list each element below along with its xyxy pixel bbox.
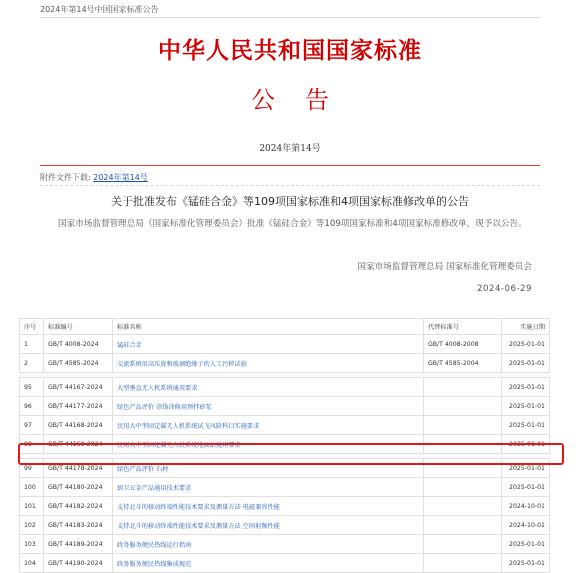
cell-date: 2025-01-01 — [502, 335, 550, 354]
cell-no: 1 — [20, 335, 44, 354]
cell-date: 2024-10-01 — [502, 516, 550, 535]
issue-number: 2024年第14号 — [259, 144, 321, 154]
table-row — [20, 335, 550, 354]
cell-replace — [424, 478, 502, 497]
notice-heading: 公告 — [251, 86, 359, 114]
cell-date: 2025-01-01 — [502, 478, 550, 497]
top-divider — [40, 17, 540, 18]
publish-date: 2024-06-29 — [477, 284, 532, 294]
attachment-label: 附件文件下载: — [40, 173, 91, 182]
cell-replace — [424, 516, 502, 535]
cell-date: 2025-01-01 — [502, 435, 550, 454]
cell-replace: GB/T 4008-2008 — [424, 335, 502, 354]
cell-date: 2025-01-01 — [502, 354, 550, 373]
cell-date: 2025-01-01 — [502, 397, 550, 416]
cell-code: GB/T 44169-2024 — [44, 435, 113, 454]
cell-no: 95 — [20, 378, 44, 397]
attachment-row — [40, 172, 148, 183]
cell-name-link[interactable]: 交流系统用高压瓷和玻璃绝缘子的人工污秽试验 — [113, 354, 424, 373]
cell-code: GB/T 44182-2024 — [44, 497, 113, 516]
cell-no: 103 — [20, 535, 44, 554]
header-name: 标准名称 — [113, 319, 424, 335]
cell-no: 2 — [20, 354, 44, 373]
cell-name-link[interactable]: 政务服务便民热线集成规范 — [113, 554, 424, 573]
cell-code: GB/T 44190-2024 — [44, 554, 113, 573]
cell-code: GB/T 44183-2024 — [44, 516, 113, 535]
cell-name-link[interactable]: 绿色产品评价 涂饰涂修用预拌砂浆 — [113, 397, 424, 416]
cell-no: 101 — [20, 497, 44, 516]
cell-name-link[interactable]: 民用大中型固定翼无人机系统试飞风险科目实施要求 — [113, 416, 424, 435]
table-row — [20, 554, 550, 573]
page-title: 中华人民共和国国家标准 — [158, 37, 422, 64]
cell-no: 98 — [20, 435, 44, 454]
header-replace: 代替标准号 — [424, 319, 502, 335]
red-divider — [40, 165, 540, 166]
cell-replace — [424, 397, 502, 416]
cell-date: 2025-01-01 — [502, 416, 550, 435]
cell-no: 99 — [20, 459, 44, 478]
header-date: 实施日期 — [502, 319, 550, 335]
cell-no: 96 — [20, 397, 44, 416]
cell-replace — [424, 497, 502, 516]
cell-name-link[interactable]: 锰硅合金 — [113, 335, 424, 354]
cell-date: 2024-10-01 — [502, 497, 550, 516]
cell-no: 97 — [20, 416, 44, 435]
cell-no: 100 — [20, 478, 44, 497]
table-row — [20, 397, 550, 416]
cell-name-link[interactable]: 厨卫五金产品通用技术要求 — [113, 478, 424, 497]
announcement-body: 国家市场监督管理总局（国家标准化管理委员会）批准《锰硅合金》等109项国家标准和4项国家标准修改单，现予以公告。 — [58, 219, 527, 229]
cell-code: GB/T 44180-2024 — [44, 478, 113, 497]
cell-date: 2025-01-01 — [502, 535, 550, 554]
header-no: 序号 — [20, 319, 44, 335]
cell-code: GB/T 44178-2024 — [44, 459, 113, 478]
cell-name-link[interactable]: 民用大中型固定翼无人机系统地面站通用要求 — [113, 435, 424, 454]
cell-code: GB/T 44168-2024 — [44, 416, 113, 435]
table-row — [20, 516, 550, 535]
table-row — [20, 535, 550, 554]
cell-replace — [424, 378, 502, 397]
highlight-box — [18, 443, 564, 465]
table-row — [20, 416, 550, 435]
cell-date: 2025-01-01 — [502, 378, 550, 397]
cell-code: GB/T 44189-2024 — [44, 535, 113, 554]
attachment-divider — [40, 185, 540, 186]
cell-replace: GB/T 4585-2004 — [424, 354, 502, 373]
cell-replace — [424, 554, 502, 573]
cell-name-link[interactable]: 支持北斗的移动终端性能技术要求及测量方法 空间射频性能 — [113, 516, 424, 535]
cell-name-link[interactable]: 政务服务便民热线运行指南 — [113, 535, 424, 554]
cell-code: GB/T 4008-2024 — [44, 335, 113, 354]
announcement-headline: 关于批准发布《锰硅合金》等109项国家标准和4项国家标准修改单的公告 — [111, 195, 469, 208]
table-row — [20, 497, 550, 516]
breadcrumb: 2024年第14号中国国家标准公告 — [40, 5, 159, 14]
cell-code: GB/T 44167-2024 — [44, 378, 113, 397]
cell-date: 2025-01-01 — [502, 554, 550, 573]
cell-replace — [424, 535, 502, 554]
attachment-download-link[interactable]: 2024年第14号 — [93, 173, 148, 182]
table-row — [20, 378, 550, 397]
cell-code: GB/T 44177-2024 — [44, 397, 113, 416]
issuer: 国家市场监督管理总局 国家标准化管理委员会 — [357, 262, 532, 272]
cell-no: 102 — [20, 516, 44, 535]
cell-no: 104 — [20, 554, 44, 573]
table-row — [20, 478, 550, 497]
table-header-row — [20, 319, 550, 335]
header-code: 标准编号 — [44, 319, 113, 335]
cell-name-link[interactable]: 绿色产品评价 石材 — [113, 459, 424, 478]
cell-name-link[interactable]: 支持北斗的移动终端性能技术要求及测量方法 电磁兼容性能 — [113, 497, 424, 516]
cell-code: GB/T 4585-2024 — [44, 354, 113, 373]
table-row — [20, 354, 550, 373]
cell-date: 2025-01-01 — [502, 459, 550, 478]
cell-replace — [424, 416, 502, 435]
cell-name-link[interactable]: 大型垂直无人机系统通用要求 — [113, 378, 424, 397]
